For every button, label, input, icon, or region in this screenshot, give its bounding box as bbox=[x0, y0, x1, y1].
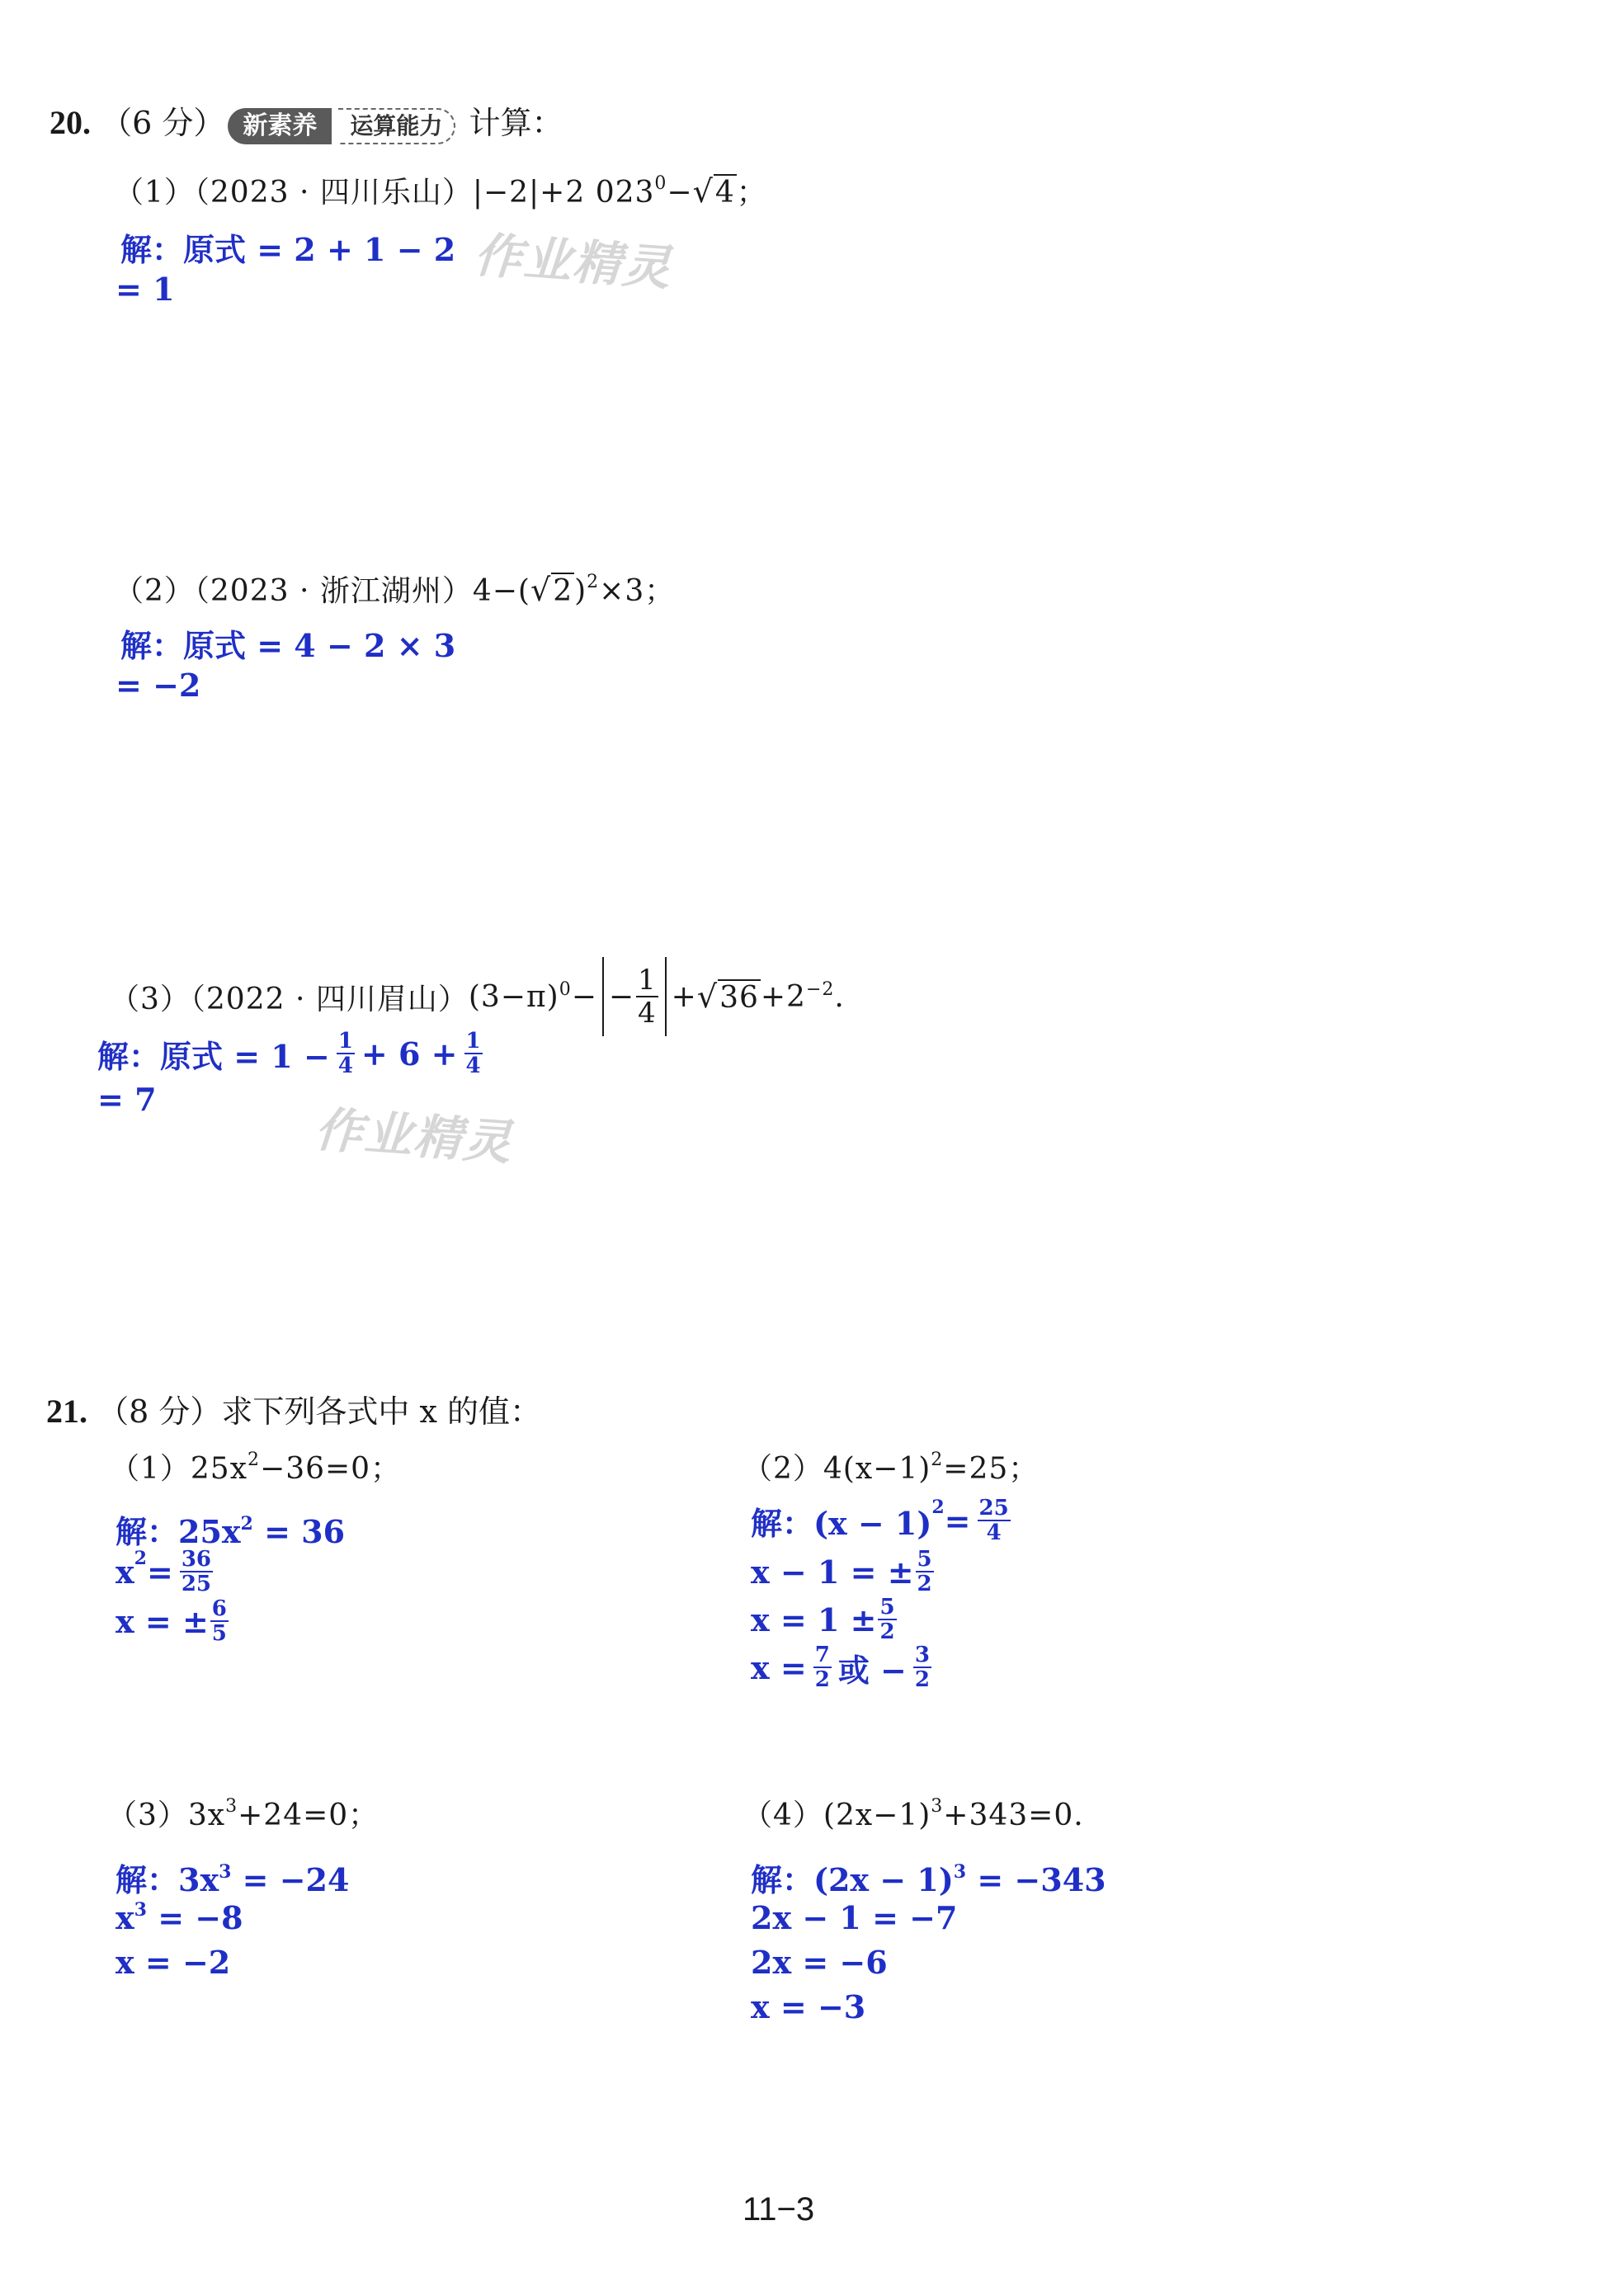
q21-p1-sol2 bbox=[116, 1548, 215, 1596]
sol-text: 解：(2x − 1) bbox=[751, 1861, 954, 1898]
frac-den: 5 bbox=[211, 1621, 227, 1646]
abs-bar-right bbox=[665, 957, 667, 1036]
q21-p2-rest: =25； bbox=[943, 1452, 1040, 1486]
sol-text: x bbox=[116, 1553, 134, 1591]
sol-exp: 2 bbox=[931, 1497, 945, 1518]
q20-p3-expr-a: (3−π) bbox=[468, 979, 559, 1014]
q20-p3-label: （3）（2022 · 四川眉山） bbox=[110, 982, 469, 1016]
q20-p3-exp0: 0 bbox=[559, 978, 572, 1000]
q20-tag-computation: 运算能力 bbox=[338, 108, 455, 144]
sol-frac bbox=[916, 1548, 934, 1596]
sol-text: x − 1 = ± bbox=[751, 1553, 914, 1591]
q21-p4-sol1 bbox=[751, 1855, 1106, 1900]
sol-text: = bbox=[146, 1553, 173, 1591]
q20-p1-radicand: 4 bbox=[714, 176, 735, 210]
q21-header bbox=[46, 1386, 541, 1431]
q21-points: （8 分） bbox=[97, 1393, 222, 1430]
frac-den: 2 bbox=[879, 1619, 895, 1644]
q20-prompt: 计算： bbox=[469, 105, 563, 141]
q21-p1-label: （1）25x bbox=[110, 1452, 248, 1486]
q20-p3-frac-num: 1 bbox=[638, 964, 657, 997]
sol-exp: 3 bbox=[219, 1861, 232, 1883]
q21-p4-exp: 3 bbox=[931, 1796, 944, 1817]
q21-p4-problem bbox=[743, 1792, 1084, 1834]
q21-p4-sol3: 2x = −6 bbox=[751, 1944, 888, 1981]
sqrt-icon: √ bbox=[696, 978, 719, 1015]
sol-frac bbox=[913, 1643, 931, 1691]
q21-p4-label: （4）(2x−1) bbox=[743, 1799, 931, 1832]
q21-number: 21. bbox=[46, 1393, 87, 1430]
q21-p4-sol4: x = −3 bbox=[751, 1988, 866, 2025]
frac-den: 4 bbox=[986, 1520, 1002, 1545]
sol-text: 或 − bbox=[837, 1651, 907, 1689]
sol-frac bbox=[210, 1597, 229, 1645]
sol-frac bbox=[878, 1596, 896, 1643]
sol-exp: 2 bbox=[240, 1513, 253, 1535]
sol-text: 解：25x bbox=[116, 1513, 241, 1550]
q20-points: （6 分） bbox=[101, 105, 225, 141]
page-number: 11−3 bbox=[743, 2191, 815, 2228]
frac-num: 6 bbox=[211, 1596, 227, 1621]
q20-number: 20. bbox=[50, 104, 91, 141]
frac-den: 25 bbox=[181, 1572, 211, 1596]
q21-p2-sol1 bbox=[751, 1497, 1012, 1544]
watermark: 作业精灵 bbox=[472, 226, 674, 297]
q21-p4-rest: +343=0. bbox=[943, 1799, 1084, 1832]
q21-p2-exp: 2 bbox=[931, 1450, 944, 1470]
q20-p1-label: （1）（2023 · 四川乐山） bbox=[114, 176, 473, 210]
frac-num: 25 bbox=[978, 1496, 1009, 1520]
q21-p1-problem bbox=[110, 1445, 401, 1487]
sol-text: = bbox=[944, 1502, 971, 1539]
q20-p3-sol-line1 bbox=[97, 1030, 489, 1077]
q20-p3-sol-b: + 6 + bbox=[361, 1035, 458, 1073]
sqrt-icon: √ bbox=[692, 173, 714, 210]
q20-p3-minus: − bbox=[571, 979, 597, 1014]
frac-num: 3 bbox=[914, 1643, 930, 1667]
q21-p3-problem bbox=[107, 1792, 379, 1834]
q21-p1-sol1 bbox=[116, 1506, 345, 1552]
watermark-2: 作业精灵 bbox=[313, 1101, 515, 1172]
q21-p2-sol2 bbox=[751, 1548, 936, 1596]
abs-bar-left bbox=[602, 957, 604, 1036]
sol-text: 解：(x − 1) bbox=[751, 1504, 932, 1542]
q21-p4-sol2: 2x − 1 = −7 bbox=[751, 1899, 958, 1936]
frac-den: 4 bbox=[337, 1054, 353, 1078]
q21-p2-sol3 bbox=[751, 1596, 898, 1643]
q20-p1-sol-line1: 解：原式 = 2 + 1 − 2 bbox=[120, 231, 456, 268]
q20-p3-sol-line2: = 7 bbox=[97, 1081, 157, 1118]
q20-p2-expr-a: 4−( bbox=[472, 574, 530, 608]
frac-den: 2 bbox=[917, 1572, 932, 1596]
q20-p2-expr-b: ) bbox=[574, 574, 587, 608]
q20-header bbox=[50, 97, 563, 144]
frac-num: 36 bbox=[181, 1547, 211, 1572]
sol-text: 解：3x bbox=[116, 1861, 219, 1898]
q20-p2-radicand: 2 bbox=[553, 574, 573, 608]
sol-exp: 3 bbox=[953, 1861, 967, 1883]
sol-text: x bbox=[116, 1899, 134, 1936]
q20-tag-new-literacy: 新素养 bbox=[228, 108, 332, 144]
sol-exp: 3 bbox=[134, 1899, 147, 1921]
q20-p2-exp: 2 bbox=[587, 572, 600, 592]
q20-p1-expr-b: − bbox=[667, 176, 693, 210]
frac-num: 1 bbox=[337, 1029, 353, 1054]
q20-p3-expr-c: +2 bbox=[760, 979, 806, 1014]
q21-p3-sol3: x = −2 bbox=[116, 1944, 231, 1981]
q20-p3-sol-frac2 bbox=[464, 1030, 483, 1077]
q21-p2-problem bbox=[743, 1445, 1039, 1487]
q20-p1-sol-line2: = 1 bbox=[116, 271, 175, 308]
q21-p3-exp: 3 bbox=[225, 1796, 238, 1817]
frac-num: 5 bbox=[879, 1595, 895, 1619]
q21-p3-sol2 bbox=[116, 1899, 243, 1936]
sol-text: = −343 bbox=[966, 1861, 1106, 1898]
sol-text: x = 1 ± bbox=[751, 1601, 877, 1638]
q20-p3-abs-sign: − bbox=[608, 979, 635, 1014]
q20-p2-expr-c: ×3； bbox=[599, 574, 676, 608]
q20-p2-sol-line1: 解：原式 = 4 − 2 × 3 bbox=[120, 627, 456, 664]
q20-p2-problem bbox=[114, 568, 675, 610]
q21-p3-rest: +24=0； bbox=[238, 1799, 380, 1832]
frac-num: 1 bbox=[465, 1029, 481, 1054]
sol-frac bbox=[813, 1643, 832, 1691]
sol-frac bbox=[180, 1548, 213, 1596]
q20-p1-problem bbox=[114, 169, 767, 211]
q20-p3-problem bbox=[110, 957, 845, 1036]
q20-p3-radicand: 36 bbox=[719, 980, 759, 1015]
q20-p2-label: （2）（2023 · 浙江湖州） bbox=[114, 574, 473, 608]
q21-p1-rest: −36=0； bbox=[260, 1452, 402, 1486]
sqrt-icon: √ bbox=[530, 572, 552, 608]
q21-p1-sol3 bbox=[116, 1597, 230, 1645]
q20-p3-sol-frac1 bbox=[337, 1030, 355, 1077]
q21-p2-label: （2）4(x−1) bbox=[743, 1452, 931, 1486]
q20-p3-fraction bbox=[636, 964, 658, 1029]
q20-p3-frac-den: 4 bbox=[638, 997, 657, 1030]
q21-p2-sol4 bbox=[751, 1643, 933, 1691]
sol-text: x = bbox=[751, 1648, 807, 1686]
frac-num: 5 bbox=[917, 1547, 932, 1572]
sol-exp: 2 bbox=[134, 1548, 147, 1569]
frac-den: 2 bbox=[814, 1667, 830, 1692]
sol-frac bbox=[978, 1497, 1011, 1544]
q20-p1-end: ； bbox=[736, 176, 767, 210]
sol-text: x = ± bbox=[116, 1602, 209, 1640]
q21-p1-exp: 2 bbox=[248, 1450, 261, 1470]
frac-num: 7 bbox=[814, 1643, 830, 1667]
frac-den: 4 bbox=[465, 1054, 481, 1078]
q20-p3-exp: −2 bbox=[805, 978, 835, 1000]
q20-p3-sol-a: 解：原式 = 1 − bbox=[97, 1037, 330, 1075]
q21-prompt: 求下列各式中 x 的值： bbox=[221, 1393, 541, 1430]
q20-p2-sol-line2: = −2 bbox=[116, 667, 201, 704]
q20-p3-end: . bbox=[834, 979, 845, 1014]
q20-p1-exp: 0 bbox=[654, 173, 667, 194]
sol-text: = −24 bbox=[231, 1861, 350, 1898]
q21-p3-sol1 bbox=[116, 1855, 349, 1900]
q20-p1-expr-a: |−2|+2 023 bbox=[472, 176, 655, 210]
q20-p3-plus: + bbox=[671, 979, 697, 1014]
q21-p3-label: （3）3x bbox=[107, 1799, 226, 1832]
sol-text: = 36 bbox=[252, 1513, 346, 1550]
sol-text: = −8 bbox=[146, 1899, 243, 1936]
frac-den: 2 bbox=[914, 1667, 930, 1692]
